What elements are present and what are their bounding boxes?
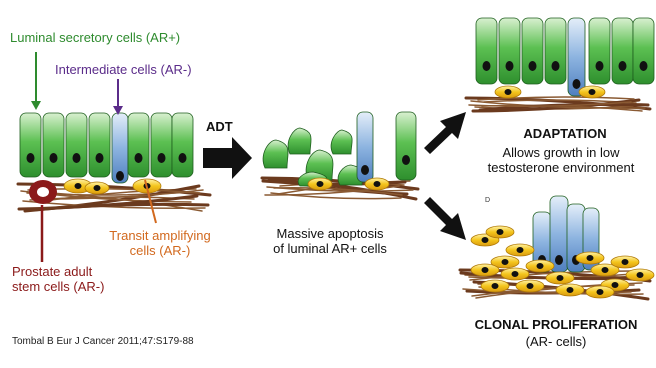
cell-nucleus (361, 165, 369, 175)
cell-nucleus (482, 237, 489, 243)
cell-nucleus (619, 61, 627, 71)
cell-nucleus (96, 153, 104, 163)
epithelial-cell (128, 113, 149, 177)
pointer-luminal-arrow (31, 52, 41, 110)
cell-nucleus (622, 259, 629, 265)
cell-nucleus (179, 153, 187, 163)
cell-nucleus (637, 272, 644, 278)
cell-nucleus (527, 283, 534, 289)
cell-nucleus (158, 153, 166, 163)
label-luminal (10, 31, 180, 46)
label-adaptation-text: Allows growth in low testosterone environment (487, 145, 635, 175)
cell-nucleus (555, 255, 563, 265)
cell-nucleus (529, 61, 537, 71)
cell-nucleus (557, 275, 564, 281)
label-clonal-title: CLONAL PROLIFERATION (474, 317, 638, 332)
arrow-to-clonal (424, 197, 466, 240)
cell-nucleus (640, 61, 648, 71)
cell-nucleus (552, 61, 560, 71)
clonal-epithelium (471, 196, 654, 298)
cell-nucleus (537, 263, 544, 269)
adt-arrow (203, 137, 252, 179)
stem-cell (29, 180, 57, 204)
cell-nucleus (506, 61, 514, 71)
epithelial-cell (89, 113, 110, 177)
epithelial-cell (476, 18, 497, 84)
epithelial-cell (589, 18, 610, 84)
epithelial-cell (20, 113, 41, 177)
cell-nucleus (374, 181, 381, 187)
epithelial-cell (545, 18, 566, 84)
label-adt: ADT (206, 119, 233, 134)
cell-nucleus (497, 229, 504, 235)
epithelial-cell (612, 18, 633, 84)
cell-nucleus (517, 247, 524, 253)
epithelial-cell (499, 18, 520, 84)
label-intermediate-text: Intermediate cells (AR-) (55, 62, 192, 77)
cell-nucleus (317, 181, 324, 187)
label-luminal-text: Luminal secretory cells (AR+) (10, 30, 181, 45)
label-clonal-text: (AR- cells) (525, 334, 587, 349)
cell-nucleus (116, 171, 124, 181)
apoptotic-cell-fragment (331, 130, 352, 154)
cell-nucleus (73, 153, 81, 163)
cell-nucleus (27, 153, 35, 163)
arrow-to-adaptation (424, 112, 466, 154)
cell-nucleus (483, 61, 491, 71)
label-adaptation-title: ADAPTATION (523, 126, 607, 141)
label-transit: Transit amplifying cells (AR-) (109, 228, 211, 258)
label-d-mark: D (485, 197, 491, 204)
apoptotic-cell-fragment (263, 140, 288, 168)
epithelial-cell (151, 113, 172, 177)
cell-nucleus (492, 283, 499, 289)
cell-nucleus (589, 89, 596, 95)
apoptotic-cell-fragment (288, 128, 311, 154)
cell-nucleus (402, 155, 410, 165)
label-stem: Prostate adult stem cells (AR-) (12, 264, 105, 294)
epithelial-cell (66, 113, 87, 177)
cell-nucleus (502, 259, 509, 265)
epithelial-cell (43, 113, 64, 177)
cell-nucleus (50, 153, 58, 163)
adaptation-epithelium (476, 18, 654, 98)
cell-nucleus (512, 271, 519, 277)
epithelial-cell (633, 18, 654, 84)
epithelial-cell (172, 113, 193, 177)
cell-nucleus (587, 255, 594, 261)
pointer-intermediate-arrow (113, 79, 123, 115)
cell-nucleus (596, 61, 604, 71)
cell-nucleus (612, 282, 619, 288)
epithelial-cell (396, 112, 416, 180)
cell-nucleus (597, 289, 604, 295)
cell-nucleus (75, 183, 82, 189)
cell-nucleus (567, 287, 574, 293)
cell-nucleus (482, 267, 489, 273)
label-intermediate (55, 63, 192, 78)
epithelial-cell (522, 18, 543, 84)
label-apoptosis: Massive apoptosis of luminal AR+ cells (273, 226, 387, 256)
cell-nucleus (94, 185, 101, 191)
cell-nucleus (505, 89, 512, 95)
cell-nucleus (135, 153, 143, 163)
cell-nucleus (573, 79, 581, 89)
cell-nucleus (602, 267, 609, 273)
stroma-top-right (466, 97, 650, 111)
label-citation: Tombal B Eur J Cancer 2011;47:S179-88 (12, 336, 194, 347)
